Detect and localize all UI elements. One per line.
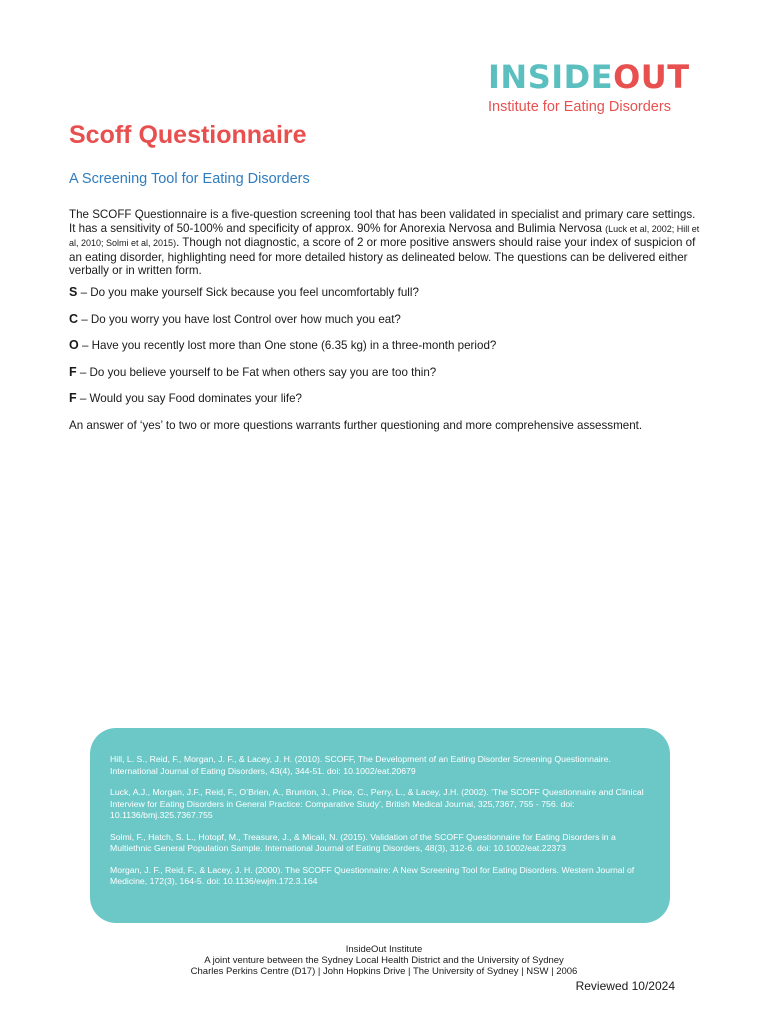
reference-item: Luck, A.J., Morgan, J.F., Reid, F., O’Brien, A., Brunton, J., Price, C., Perry, L., & Lacey, J.H. (2002). ‘The SCOFF Questionnaire and Clinical Interview for Eating Disorders in General Practice: Comparative Study’, British Medical Journal, 325,7367, 755 - 756. doi: 10.1136/bmj.325.7367.755 [110,787,644,820]
page-footer [0,944,768,977]
footer-joint-venture: A joint venture between the Sydney Local Health District and the University of Sydney [204,955,564,966]
intro-paragraph [69,208,701,278]
intro-citation: (Luck et al, 2002; Hill et al, 2010; Solmi et al, 2015) [69,223,700,249]
question-item [69,286,701,300]
question-item [69,366,701,380]
question-letter: S [69,284,78,299]
answer-note: An answer of ‘yes’ to two or more questions warrants further questioning and more comprehensive assessment. [69,418,643,432]
question-letter: O [69,338,79,353]
question-text: – Would you say Food dominates your life? [76,392,302,406]
logo-wordmark [488,60,688,94]
question-item [69,392,701,406]
question-letter: F [69,391,77,406]
logo-word-inside: INSIDE [488,58,614,96]
question-text: – Have you recently lost more than One stone (6.35 kg) in a three-month period? [78,339,497,353]
question-text: – Do you worry you have lost Control over how much you eat? [78,312,401,326]
question-text: – Do you believe yourself to be Fat when others say you are too thin? [76,365,437,379]
footer-org-name: InsideOut Institute [345,944,423,955]
logo-tagline: Institute for Eating Disorders [488,99,671,115]
reviewed-date: Reviewed 10/2024 [575,979,675,993]
page-subtitle: A Screening Tool for Eating Disorders [69,171,310,187]
intro-text-part1: The SCOFF Questionnaire is a five-question screening tool that has been validated in specialist and primary care settings. It has a sensitivity of 50-100% and specificity of approx. 90% for Anorexia Nervosa and Bulimia Nervosa [69,208,696,235]
question-list [69,286,701,406]
question-item [69,339,701,353]
insideout-logo [488,60,688,116]
references-box [90,728,670,923]
question-letter: F [69,364,77,379]
footer-address: Charles Perkins Centre (D17) | John Hopkins Drive | The University of Sydney | NSW | 2006 [190,966,578,977]
page-title: Scoff Questionnaire [69,121,307,149]
reference-item: Hill, L. S., Reid, F., Morgan, J. F., & Lacey, J. H. (2010). SCOFF, The Development of an Eating Disorder Screening Questionnaire. International Journal of Eating Disorders, 43(4), 344-51. doi: 10.1002/eat.20679 [110,754,611,776]
question-text: – Do you make yourself Sick because you feel uncomfortably full? [77,285,419,299]
intro-text-part2: . Though not diagnostic, a score of 2 or more positive answers should raise your index of suspicion of an eating disorder, highlighting need for more detailed history as delineated below. The questions can be delivered either verbally or in written form. [69,236,696,278]
main-content [69,208,701,433]
logo-word-out: OUT [613,58,690,96]
reference-item: Morgan, J. F., Reid, F., & Lacey, J. H. (2000). The SCOFF Questionnaire: A New Screening Tool for Eating Disorders. Western Journal of Medicine, 172(3), 164-5. doi: 10.1136/ewjm.172.3.164 [110,864,635,886]
reference-item: Solmi, F., Hatch, S. L., Hotopf, M., Treasure, J., & Micali, N. (2015). Validation of the SCOFF Questionnaire for Eating Disorders in a Multiethnic General Population Sample. International Journal of Eating Disorders, 48(3), 312-6. doi: 10.1002/eat.22373 [110,831,616,853]
question-item [69,313,701,327]
question-letter: C [69,311,79,326]
